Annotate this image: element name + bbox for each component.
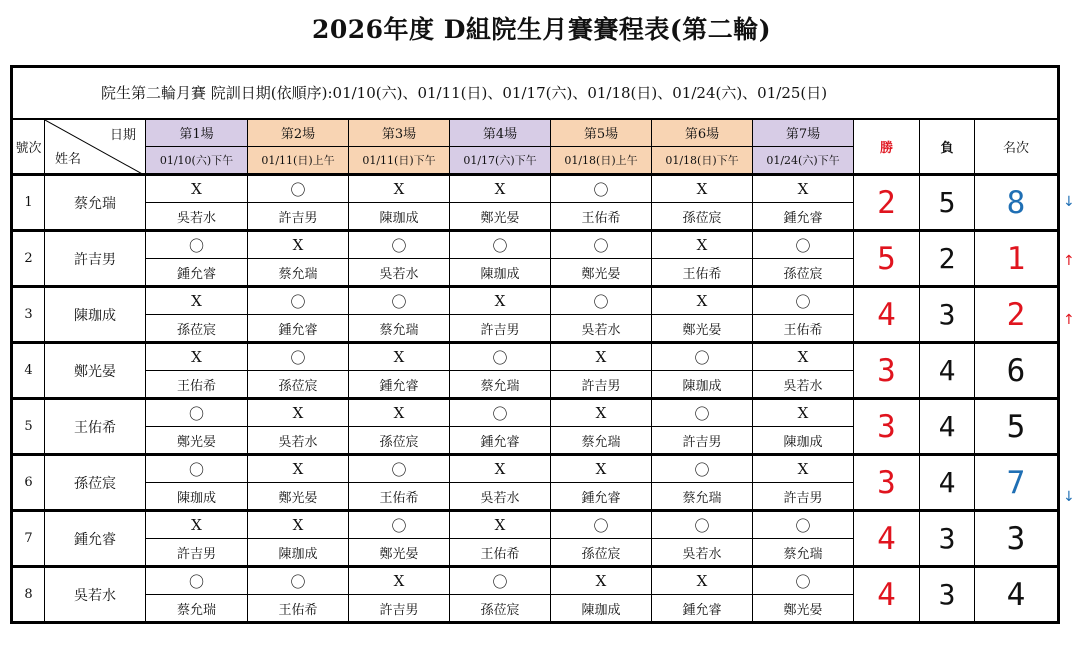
player-number: 6 bbox=[12, 455, 45, 511]
game-opponent: 孫莅宸 bbox=[753, 259, 854, 287]
game-opponent: 王佑希 bbox=[753, 315, 854, 343]
game-result: X bbox=[551, 455, 652, 483]
game-opponent: 吳若水 bbox=[652, 539, 753, 567]
game-opponent: 許吉男 bbox=[652, 427, 753, 455]
game-opponent: 王佑希 bbox=[146, 371, 248, 399]
game-result: X bbox=[753, 175, 854, 203]
wins-count: 3 bbox=[854, 399, 920, 455]
game-opponent: 吳若水 bbox=[551, 315, 652, 343]
rank-value: 7 bbox=[975, 455, 1059, 511]
game-result: 〇 bbox=[349, 287, 450, 315]
game-result: 〇 bbox=[146, 399, 248, 427]
game-result: 〇 bbox=[146, 455, 248, 483]
game-opponent: 孫莅宸 bbox=[450, 595, 551, 623]
game-opponent: 許吉男 bbox=[248, 203, 349, 231]
game-opponent: 王佑希 bbox=[450, 539, 551, 567]
game-opponent: 王佑希 bbox=[349, 483, 450, 511]
arrow-up-icon: ↑ bbox=[1063, 312, 1075, 328]
game-result: X bbox=[551, 343, 652, 371]
rank-value: 4 bbox=[975, 567, 1059, 623]
schedule-info: 院生第二輪月賽 院訓日期(依順序):01/10(六)、01/11(日)、01/17(六)、01/18(日)、01/24(六)、01/25(日) bbox=[12, 67, 1059, 119]
player-number: 4 bbox=[12, 343, 45, 399]
game-result: 〇 bbox=[551, 511, 652, 539]
game-header-6: 第6場 bbox=[652, 119, 753, 147]
game-opponent: 鍾允睿 bbox=[349, 371, 450, 399]
game-result: X bbox=[450, 455, 551, 483]
rank-value: 5 bbox=[975, 399, 1059, 455]
wins-count: 4 bbox=[854, 287, 920, 343]
losses-count: 4 bbox=[920, 343, 975, 399]
arrow-down-icon: ↓ bbox=[1063, 489, 1075, 505]
player-name: 孫莅宸 bbox=[45, 455, 146, 511]
game-result: X bbox=[349, 175, 450, 203]
game-opponent: 鍾允睿 bbox=[753, 203, 854, 231]
losses-count: 2 bbox=[920, 231, 975, 287]
game-result: 〇 bbox=[652, 343, 753, 371]
wins-count: 3 bbox=[854, 455, 920, 511]
game-header-1: 第1場 bbox=[146, 119, 248, 147]
player-number: 3 bbox=[12, 287, 45, 343]
wins-count: 3 bbox=[854, 343, 920, 399]
game-opponent: 陳珈成 bbox=[349, 203, 450, 231]
game-result: 〇 bbox=[450, 343, 551, 371]
wins-count: 5 bbox=[854, 231, 920, 287]
game-opponent: 鍾允睿 bbox=[652, 595, 753, 623]
game-opponent: 許吉男 bbox=[450, 315, 551, 343]
game-result: X bbox=[551, 567, 652, 595]
game-date-5: 01/18(日)上午 bbox=[551, 147, 652, 175]
game-result: 〇 bbox=[450, 231, 551, 259]
header-wins: 勝 bbox=[854, 119, 920, 175]
game-opponent: 蔡允瑞 bbox=[248, 259, 349, 287]
game-result: 〇 bbox=[753, 511, 854, 539]
game-result: X bbox=[146, 175, 248, 203]
game-result: X bbox=[652, 231, 753, 259]
game-header-3: 第3場 bbox=[349, 119, 450, 147]
game-result: 〇 bbox=[753, 231, 854, 259]
game-result: 〇 bbox=[248, 175, 349, 203]
game-result: X bbox=[146, 511, 248, 539]
game-opponent: 鍾允睿 bbox=[146, 259, 248, 287]
player-row bbox=[12, 455, 1059, 483]
game-opponent: 蔡允瑞 bbox=[652, 483, 753, 511]
rank-value: 2 bbox=[975, 287, 1059, 343]
game-opponent: 陳珈成 bbox=[753, 427, 854, 455]
game-date-7: 01/24(六)下午 bbox=[753, 147, 854, 175]
game-date-1: 01/10(六)下午 bbox=[146, 147, 248, 175]
player-number: 1 bbox=[12, 175, 45, 231]
game-result: 〇 bbox=[450, 399, 551, 427]
game-opponent: 吳若水 bbox=[753, 371, 854, 399]
game-opponent: 蔡允瑞 bbox=[349, 315, 450, 343]
game-result: X bbox=[551, 399, 652, 427]
header-date-name bbox=[45, 119, 146, 175]
player-row bbox=[12, 343, 1059, 371]
game-date-2: 01/11(日)上午 bbox=[248, 147, 349, 175]
game-header-2: 第2場 bbox=[248, 119, 349, 147]
game-opponent: 陳珈成 bbox=[551, 595, 652, 623]
game-result: 〇 bbox=[551, 175, 652, 203]
game-result: 〇 bbox=[349, 511, 450, 539]
rank-value: 8 bbox=[975, 175, 1059, 231]
header-rank: 名次 bbox=[975, 119, 1059, 175]
game-result: X bbox=[450, 511, 551, 539]
game-opponent: 王佑希 bbox=[652, 259, 753, 287]
schedule-table bbox=[10, 65, 1060, 624]
player-row bbox=[12, 287, 1059, 315]
game-opponent: 鍾允睿 bbox=[551, 483, 652, 511]
game-opponent: 蔡允瑞 bbox=[753, 539, 854, 567]
game-result: X bbox=[248, 511, 349, 539]
game-opponent: 陳珈成 bbox=[450, 259, 551, 287]
losses-count: 3 bbox=[920, 567, 975, 623]
game-opponent: 陳珈成 bbox=[248, 539, 349, 567]
game-date-4: 01/17(六)下午 bbox=[450, 147, 551, 175]
game-opponent: 蔡允瑞 bbox=[146, 595, 248, 623]
game-result: 〇 bbox=[248, 287, 349, 315]
game-result: 〇 bbox=[753, 287, 854, 315]
game-result: X bbox=[248, 231, 349, 259]
game-opponent: 吳若水 bbox=[248, 427, 349, 455]
game-date-6: 01/18(日)下午 bbox=[652, 147, 753, 175]
player-name: 蔡允瑞 bbox=[45, 175, 146, 231]
game-result: X bbox=[146, 343, 248, 371]
game-result: X bbox=[652, 567, 753, 595]
game-header-5: 第5場 bbox=[551, 119, 652, 147]
game-result: 〇 bbox=[248, 343, 349, 371]
game-opponent: 鍾允睿 bbox=[248, 315, 349, 343]
page-title: 2026年度 D組院生月賽賽程表(第二輪) bbox=[311, 15, 772, 44]
game-date-3: 01/11(日)下午 bbox=[349, 147, 450, 175]
game-header-4: 第4場 bbox=[450, 119, 551, 147]
game-opponent: 孫莅宸 bbox=[652, 203, 753, 231]
player-name: 鄭光晏 bbox=[45, 343, 146, 399]
game-opponent: 王佑希 bbox=[551, 203, 652, 231]
player-name: 陳珈成 bbox=[45, 287, 146, 343]
game-opponent: 陳珈成 bbox=[652, 371, 753, 399]
losses-count: 3 bbox=[920, 287, 975, 343]
game-opponent: 鄭光晏 bbox=[248, 483, 349, 511]
game-opponent: 鄭光晏 bbox=[753, 595, 854, 623]
game-opponent: 吳若水 bbox=[349, 259, 450, 287]
player-name: 吳若水 bbox=[45, 567, 146, 623]
game-opponent: 王佑希 bbox=[248, 595, 349, 623]
game-opponent: 許吉男 bbox=[349, 595, 450, 623]
wins-count: 4 bbox=[854, 567, 920, 623]
rank-value: 3 bbox=[975, 511, 1059, 567]
game-result: 〇 bbox=[753, 567, 854, 595]
arrow-up-icon: ↑ bbox=[1063, 253, 1075, 269]
wins-count: 4 bbox=[854, 511, 920, 567]
game-opponent: 鄭光晏 bbox=[450, 203, 551, 231]
player-number: 8 bbox=[12, 567, 45, 623]
game-opponent: 鄭光晏 bbox=[146, 427, 248, 455]
player-row bbox=[12, 511, 1059, 539]
game-opponent: 吳若水 bbox=[450, 483, 551, 511]
game-opponent: 蔡允瑞 bbox=[450, 371, 551, 399]
player-number: 5 bbox=[12, 399, 45, 455]
losses-count: 4 bbox=[920, 455, 975, 511]
game-opponent: 孫莅宸 bbox=[551, 539, 652, 567]
game-result: X bbox=[753, 455, 854, 483]
game-result: 〇 bbox=[146, 231, 248, 259]
game-result: 〇 bbox=[146, 567, 248, 595]
game-opponent: 鍾允睿 bbox=[450, 427, 551, 455]
game-opponent: 陳珈成 bbox=[146, 483, 248, 511]
game-result: 〇 bbox=[551, 231, 652, 259]
game-result: X bbox=[146, 287, 248, 315]
header-name-label: 姓名 bbox=[55, 152, 82, 167]
game-result: X bbox=[450, 175, 551, 203]
header-number: 號次 bbox=[12, 119, 45, 175]
game-opponent: 孫莅宸 bbox=[146, 315, 248, 343]
game-opponent: 孫莅宸 bbox=[248, 371, 349, 399]
game-result: 〇 bbox=[450, 567, 551, 595]
rank-value: 1 bbox=[975, 231, 1059, 287]
wins-count: 2 bbox=[854, 175, 920, 231]
game-result: X bbox=[248, 455, 349, 483]
arrow-down-icon: ↓ bbox=[1063, 194, 1075, 210]
game-result: 〇 bbox=[652, 511, 753, 539]
game-opponent: 鄭光晏 bbox=[349, 539, 450, 567]
header-losses: 負 bbox=[920, 119, 975, 175]
game-opponent: 許吉男 bbox=[753, 483, 854, 511]
player-name: 王佑希 bbox=[45, 399, 146, 455]
losses-count: 5 bbox=[920, 175, 975, 231]
game-header-7: 第7場 bbox=[753, 119, 854, 147]
player-number: 7 bbox=[12, 511, 45, 567]
game-opponent: 鄭光晏 bbox=[551, 259, 652, 287]
game-result: X bbox=[349, 567, 450, 595]
game-result: 〇 bbox=[349, 455, 450, 483]
game-opponent: 許吉男 bbox=[551, 371, 652, 399]
losses-count: 3 bbox=[920, 511, 975, 567]
player-row bbox=[12, 175, 1059, 203]
player-number: 2 bbox=[12, 231, 45, 287]
player-row bbox=[12, 399, 1059, 427]
header-date-label: 日期 bbox=[109, 127, 136, 143]
game-result: 〇 bbox=[652, 455, 753, 483]
game-result: X bbox=[349, 399, 450, 427]
game-result: 〇 bbox=[652, 399, 753, 427]
game-result: X bbox=[349, 343, 450, 371]
player-row bbox=[12, 567, 1059, 595]
game-result: X bbox=[753, 343, 854, 371]
game-opponent: 許吉男 bbox=[146, 539, 248, 567]
game-result: X bbox=[652, 287, 753, 315]
player-row bbox=[12, 231, 1059, 259]
game-opponent: 鄭光晏 bbox=[652, 315, 753, 343]
game-result: 〇 bbox=[349, 231, 450, 259]
game-result: X bbox=[753, 399, 854, 427]
losses-count: 4 bbox=[920, 399, 975, 455]
player-name: 鍾允睿 bbox=[45, 511, 146, 567]
game-result: X bbox=[652, 175, 753, 203]
game-opponent: 孫莅宸 bbox=[349, 427, 450, 455]
game-result: X bbox=[450, 287, 551, 315]
game-result: 〇 bbox=[248, 567, 349, 595]
game-result: 〇 bbox=[551, 287, 652, 315]
game-opponent: 蔡允瑞 bbox=[551, 427, 652, 455]
game-opponent: 吳若水 bbox=[146, 203, 248, 231]
game-result: X bbox=[248, 399, 349, 427]
rank-value: 6 bbox=[975, 343, 1059, 399]
player-name: 許吉男 bbox=[45, 231, 146, 287]
